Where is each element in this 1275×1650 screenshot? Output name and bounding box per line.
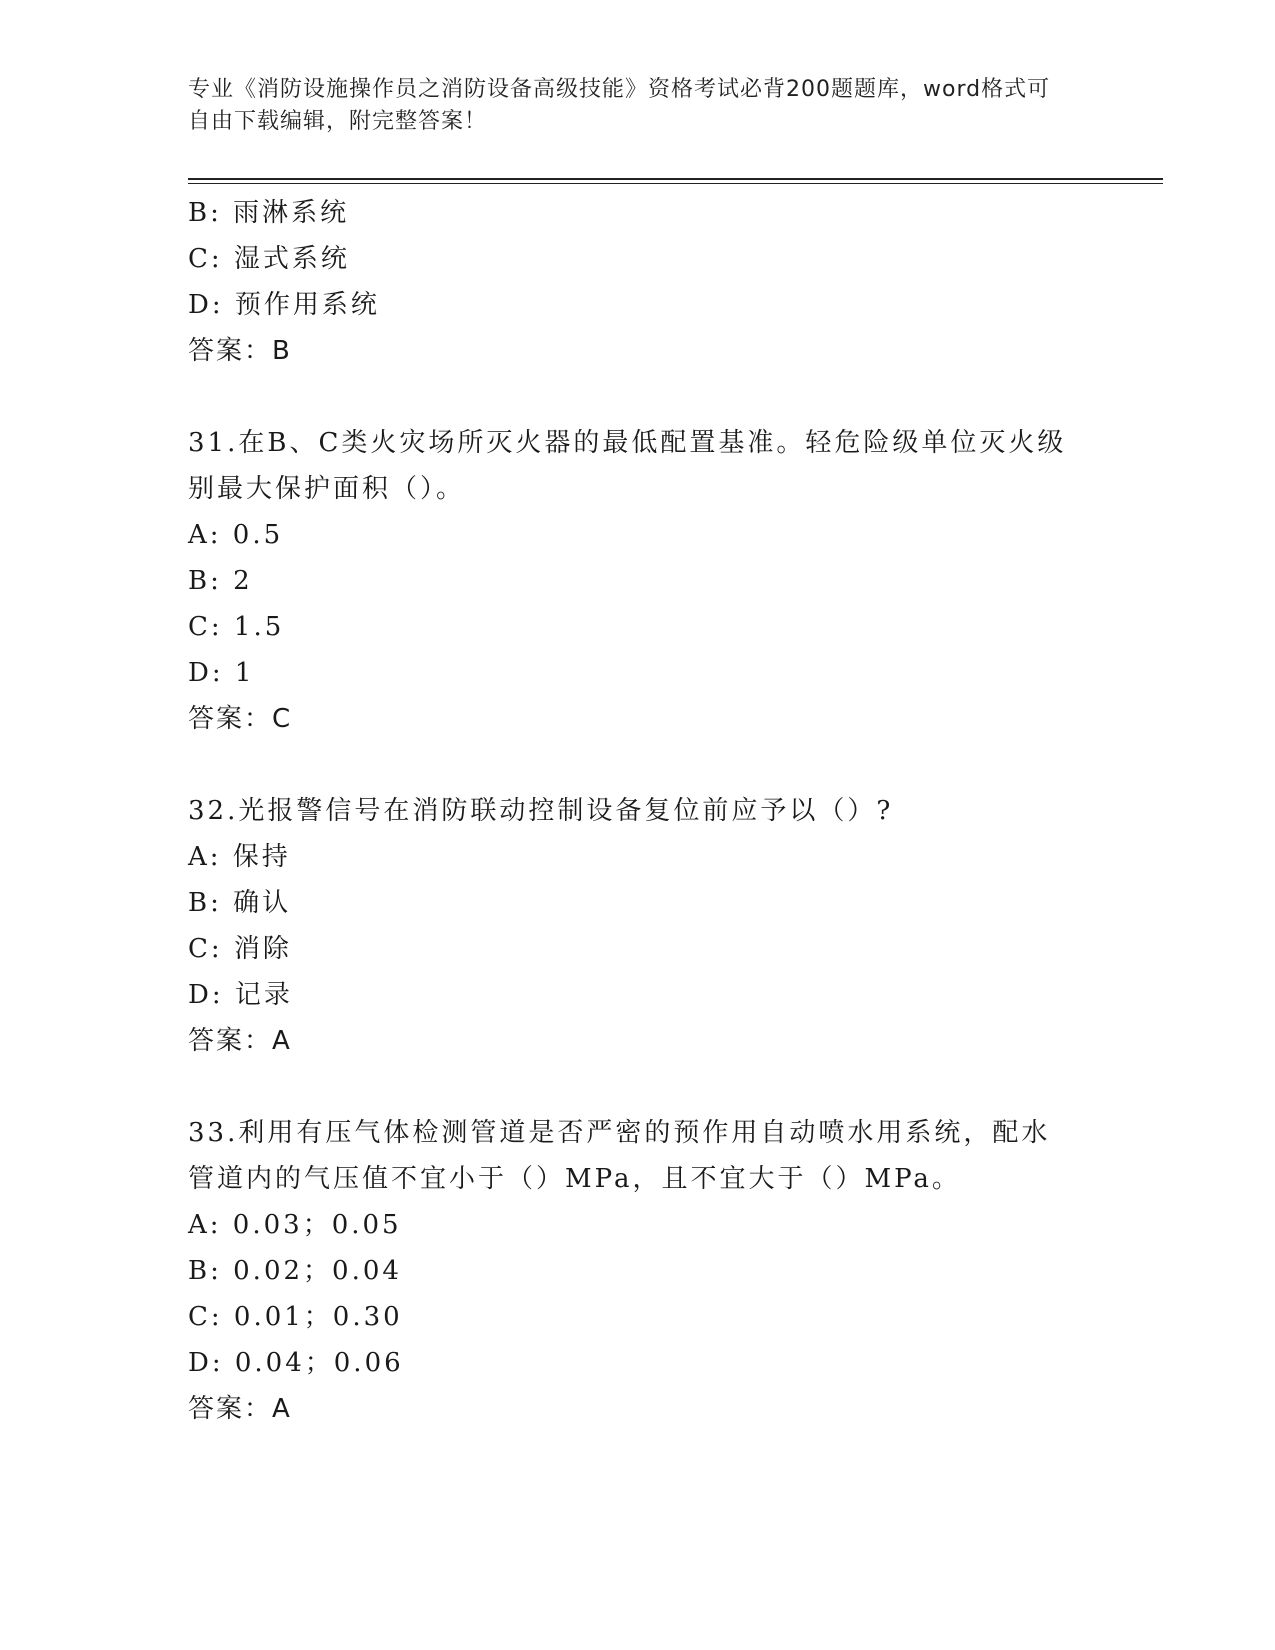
question-31 bbox=[188, 420, 1088, 742]
option-a: A: 0.03；0.05 bbox=[188, 1210, 402, 1240]
document-header: 专业《消防设施操作员之消防设备高级技能》资格考试必背200题题库，word格式可自由下载编辑，附完整答案！ bbox=[188, 77, 1051, 134]
option-d: D: 1 bbox=[188, 658, 255, 688]
answer-line: 答案：C bbox=[188, 704, 293, 734]
answer-line: 答案：B bbox=[188, 336, 292, 366]
option-b: B: 0.02；0.04 bbox=[188, 1256, 402, 1286]
option-c: C: 1.5 bbox=[188, 612, 285, 642]
option-d: D: 0.04；0.06 bbox=[188, 1348, 404, 1378]
header-divider-thin bbox=[188, 183, 1163, 184]
continued-question bbox=[188, 190, 1088, 374]
option-a: A: 保持 bbox=[188, 842, 291, 872]
option-c: C: 消除 bbox=[188, 934, 292, 964]
question-33 bbox=[188, 1110, 1088, 1432]
option-c: C: 0.01；0.30 bbox=[188, 1302, 403, 1332]
option-b: B: 确认 bbox=[188, 888, 292, 918]
answer-line: 答案：A bbox=[188, 1394, 292, 1424]
question-32 bbox=[188, 788, 1088, 1064]
question-text: 33.利用有压气体检测管道是否严密的预作用自动喷水用系统，配水管道内的气压值不宜小于（）MPa，且不宜大于（）MPa。 bbox=[188, 1118, 1051, 1194]
question-text: 31.在B、C类火灾场所灭火器的最低配置基准。轻危险级单位灭火级别最大保护面积（）。 bbox=[188, 428, 1067, 504]
document-body bbox=[188, 190, 1088, 1432]
answer-line: 答案：A bbox=[188, 1026, 292, 1056]
option-b: B: 雨淋系统 bbox=[188, 198, 350, 228]
option-d: D: 记录 bbox=[188, 980, 293, 1010]
option-c: C: 湿式系统 bbox=[188, 244, 350, 274]
header-divider-thick bbox=[188, 178, 1163, 180]
option-a: A: 0.5 bbox=[188, 520, 284, 550]
question-text: 32.光报警信号在消防联动控制设备复位前应予以（）? bbox=[188, 796, 894, 826]
option-b: B: 2 bbox=[188, 566, 253, 596]
option-d: D: 预作用系统 bbox=[188, 290, 380, 320]
